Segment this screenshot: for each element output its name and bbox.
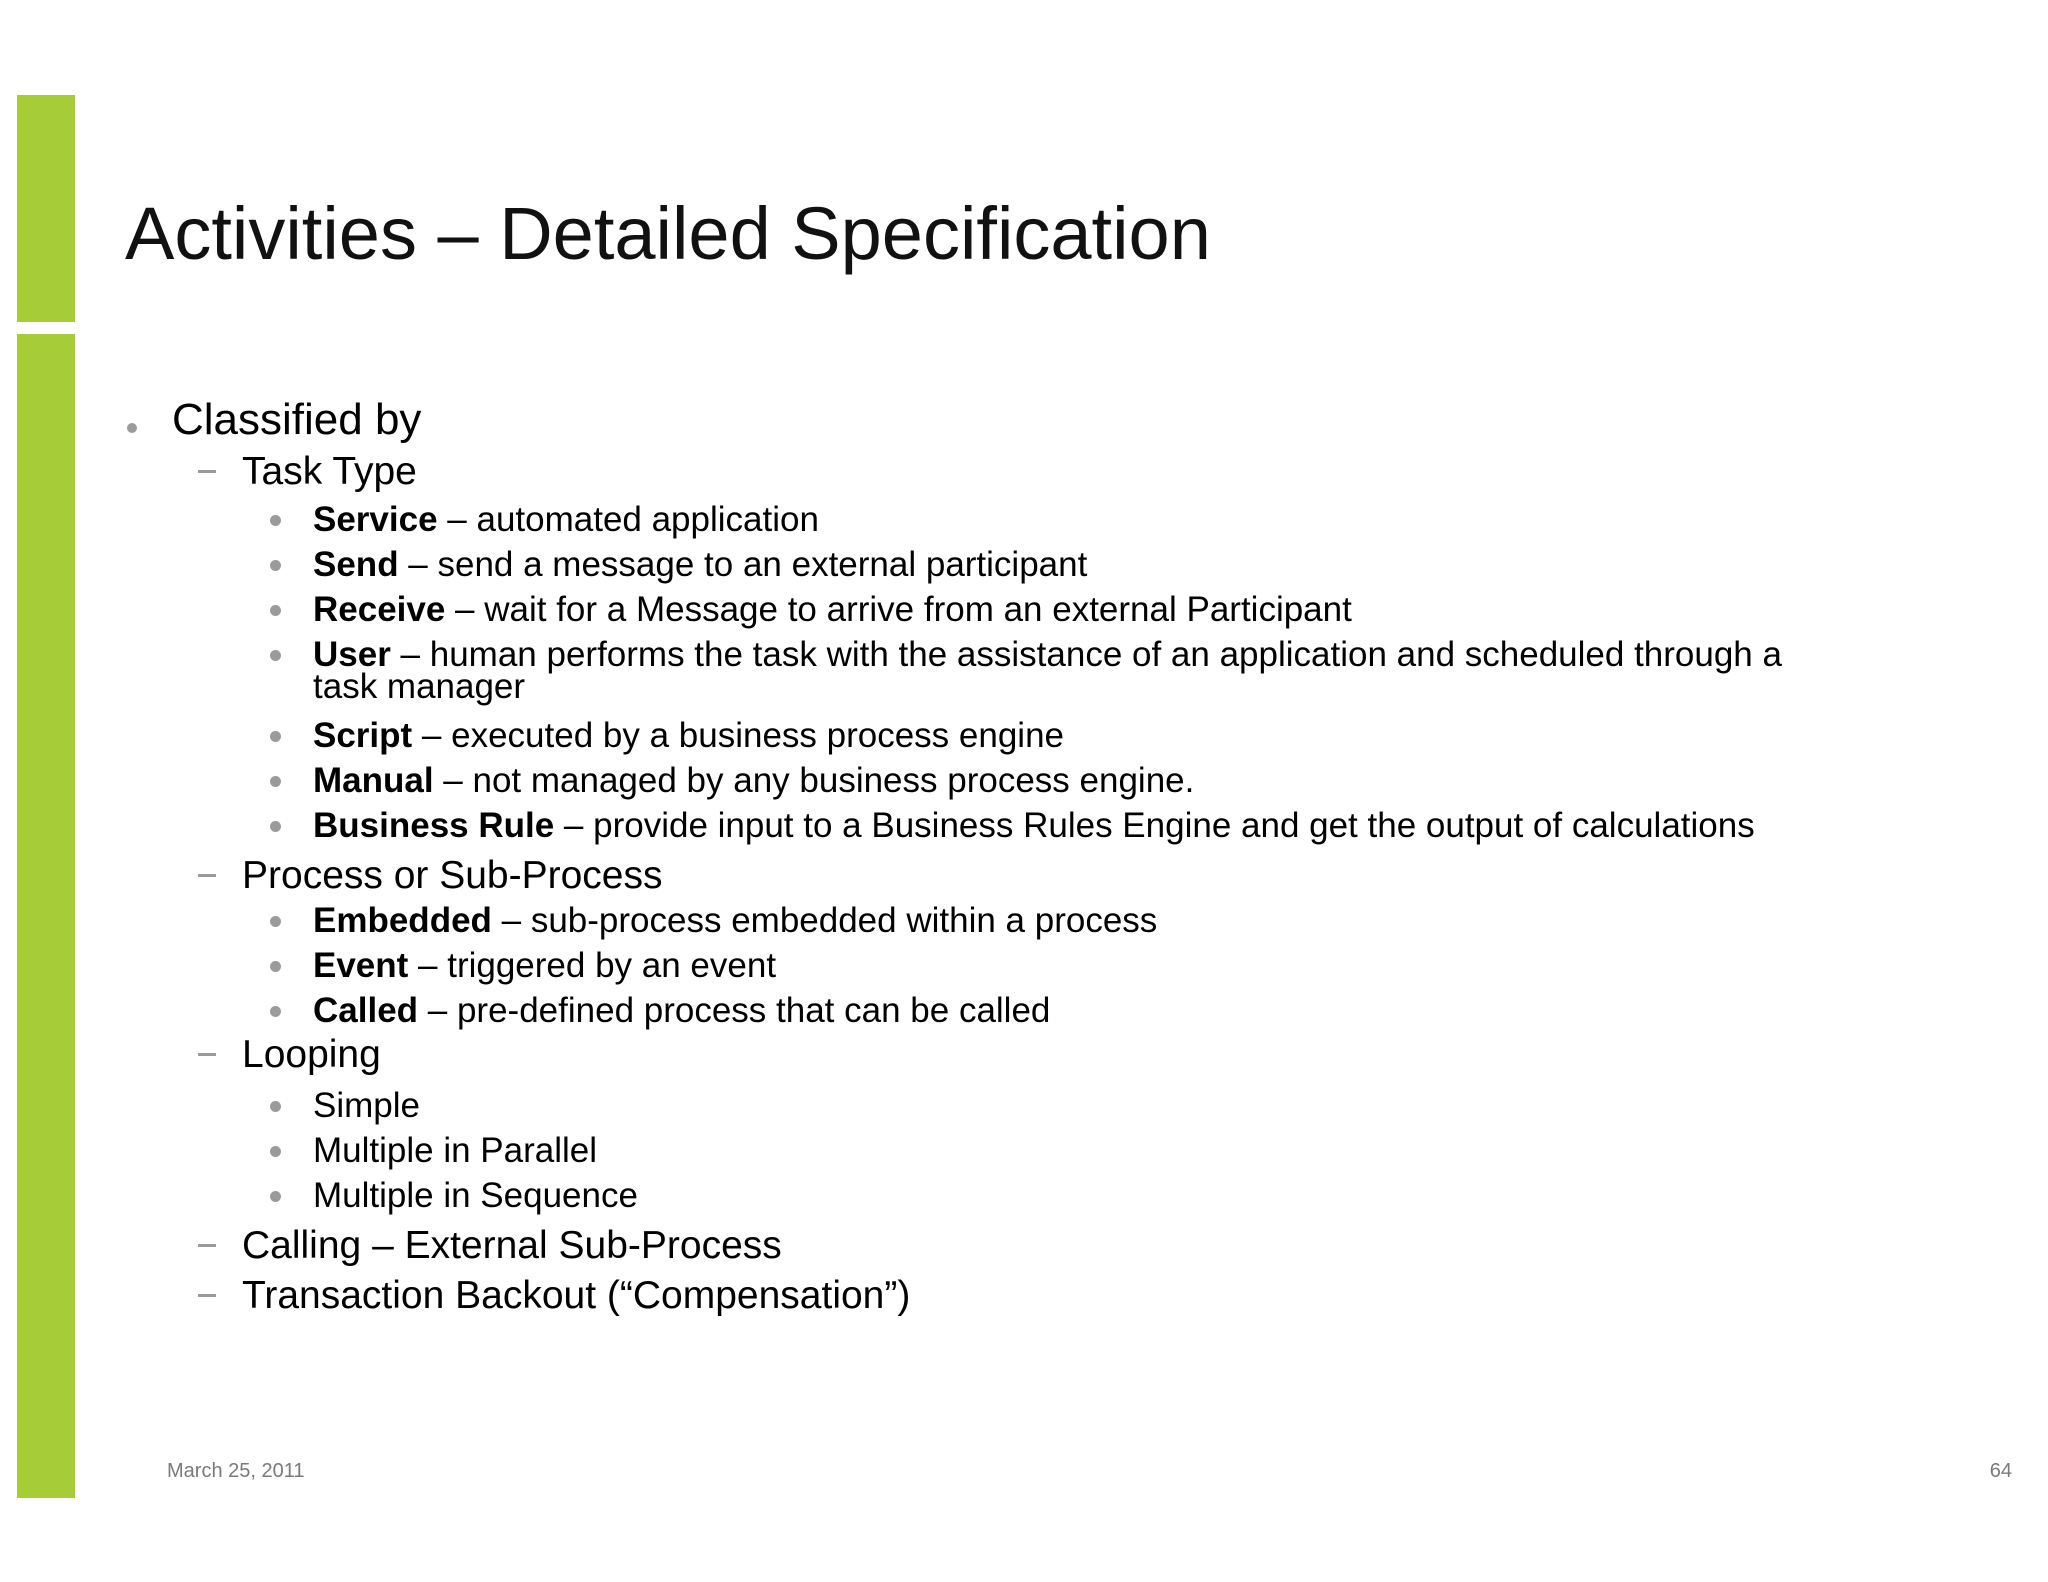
list-item-receive: Receive – wait for a Message to arrive from an external Participant bbox=[313, 590, 1352, 629]
bullet-dot-icon bbox=[270, 1006, 281, 1017]
list-item-send: Send – send a message to an external participant bbox=[313, 545, 1088, 584]
bullet-dot-icon bbox=[270, 605, 281, 616]
list-item-called: Called – pre-defined process that can be called bbox=[313, 991, 1051, 1030]
bullet-dot-icon bbox=[270, 515, 281, 526]
dash-icon bbox=[198, 874, 216, 877]
bullet-dot-icon bbox=[270, 961, 281, 972]
bullet-dot-icon bbox=[270, 821, 281, 832]
bullet-dot-icon bbox=[270, 650, 281, 661]
list-item-user: User – human performs the task with the assistance of an application and scheduled through a bbox=[313, 635, 1782, 674]
bullet-classified-by: Classified by bbox=[172, 395, 422, 444]
footer-date: March 25, 2011 bbox=[167, 1460, 305, 1482]
bullet-dot-icon bbox=[270, 1146, 281, 1157]
dash-icon bbox=[198, 1053, 216, 1056]
subheading-looping: Looping bbox=[242, 1033, 381, 1076]
footer-page-number: 64 bbox=[1989, 1460, 2012, 1482]
subheading-task-type: Task Type bbox=[242, 450, 417, 493]
bullet-dot-icon bbox=[270, 731, 281, 742]
list-item-manual: Manual – not managed by any business process engine. bbox=[313, 761, 1195, 800]
list-item-multiple-parallel: Multiple in Parallel bbox=[313, 1131, 598, 1170]
list-item-service: Service – automated application bbox=[313, 500, 819, 539]
bullet-dot-icon bbox=[270, 776, 281, 787]
list-item-embedded: Embedded – sub-process embedded within a process bbox=[313, 901, 1158, 940]
list-item-event: Event – triggered by an event bbox=[313, 946, 777, 985]
dash-icon bbox=[198, 470, 216, 473]
bullet-dot-icon bbox=[270, 1191, 281, 1202]
list-item-script: Script – executed by a business process engine bbox=[313, 716, 1065, 755]
slide-title: Activities – Detailed Specification bbox=[125, 192, 1211, 275]
list-item-user-continuation: task manager bbox=[313, 667, 526, 706]
dash-icon bbox=[198, 1294, 216, 1297]
list-item-multiple-sequence: Multiple in Sequence bbox=[313, 1176, 638, 1215]
subheading-calling: Calling – External Sub-Process bbox=[242, 1224, 782, 1267]
bullet-dot-icon bbox=[127, 423, 137, 433]
bullet-dot-icon bbox=[270, 916, 281, 927]
bullet-dot-icon bbox=[270, 1101, 281, 1112]
subheading-process: Process or Sub-Process bbox=[242, 854, 663, 897]
list-item-simple: Simple bbox=[313, 1086, 420, 1125]
bullet-dot-icon bbox=[270, 560, 281, 571]
subheading-transaction: Transaction Backout (“Compensation”) bbox=[242, 1274, 911, 1317]
list-item-business-rule: Business Rule – provide input to a Business Rules Engine and get the output of calculations bbox=[313, 806, 1755, 845]
dash-icon bbox=[198, 1244, 216, 1247]
